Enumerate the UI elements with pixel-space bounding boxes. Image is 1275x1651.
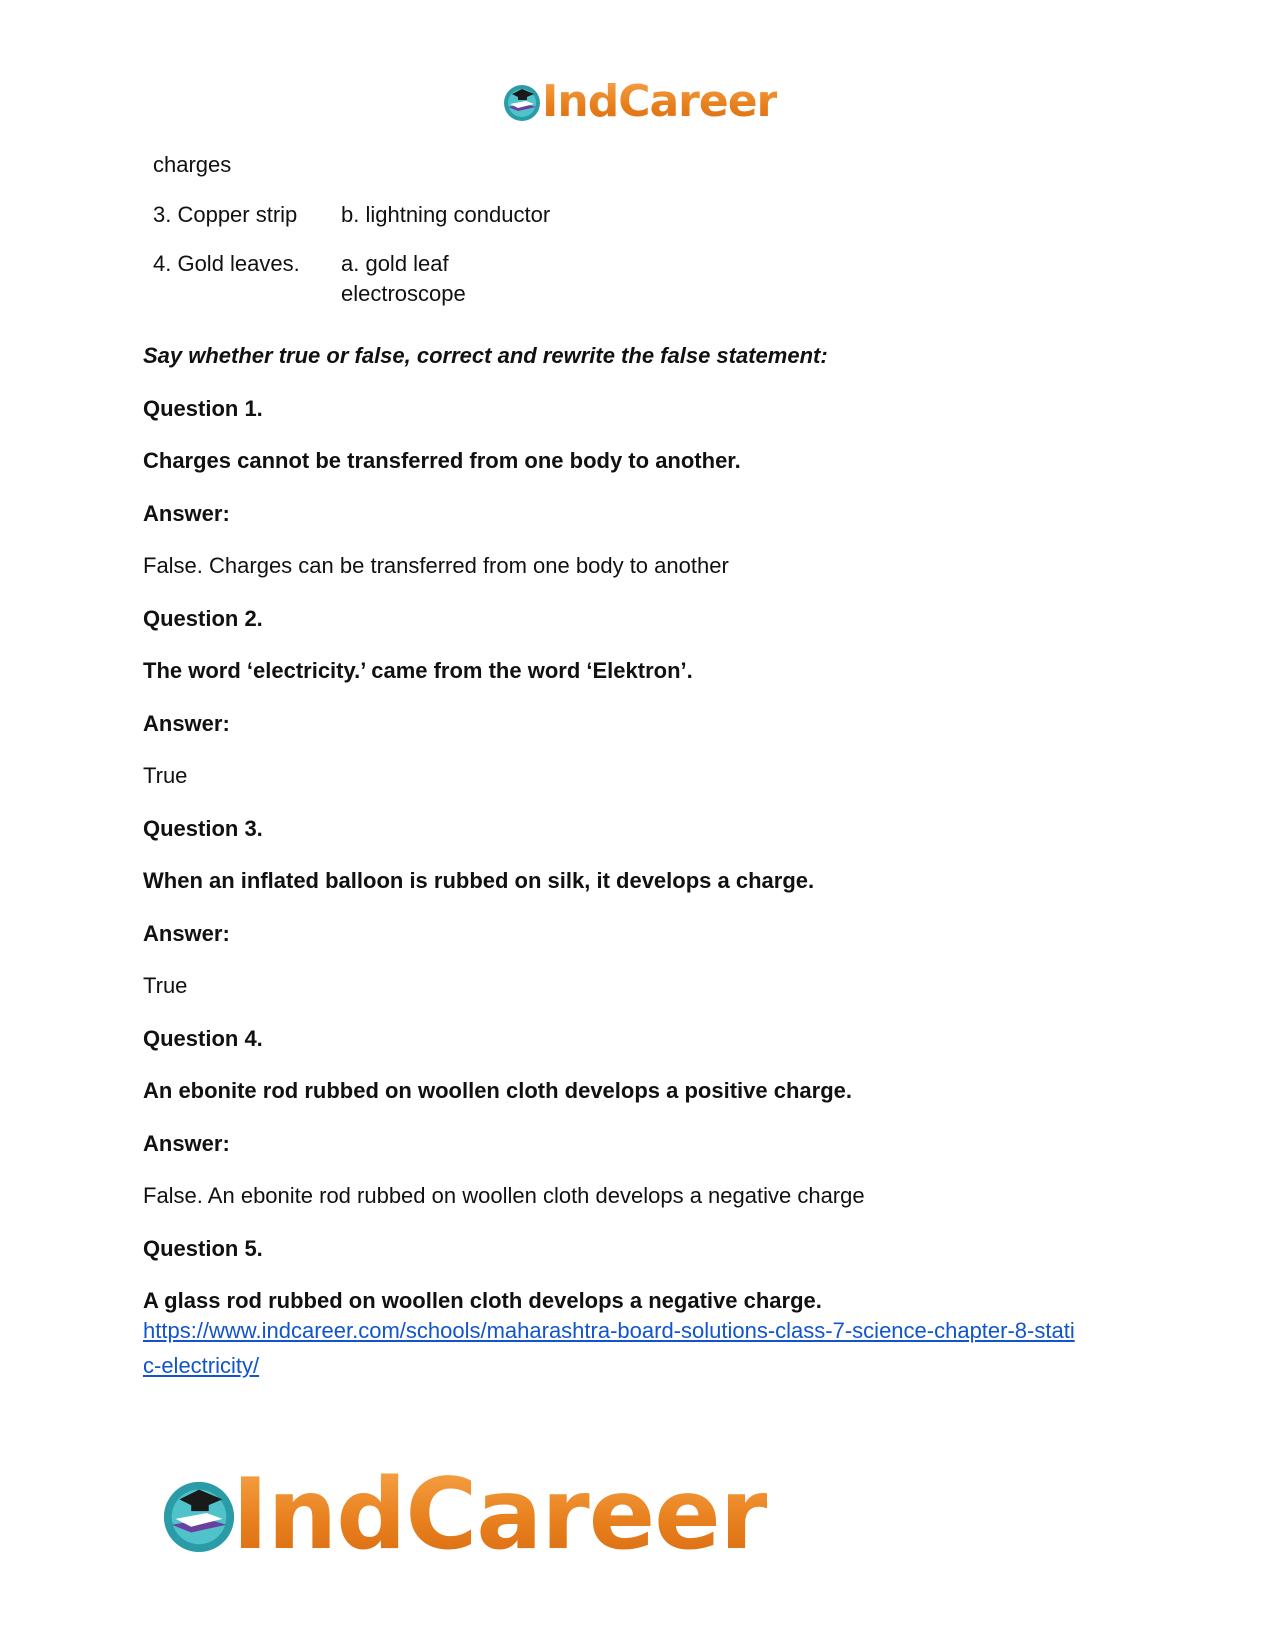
table-right-cell: electroscope: [341, 281, 466, 306]
table-right-cell: b. lightning conductor: [341, 202, 551, 227]
answer-label: Answer:: [143, 711, 230, 736]
answer-text: False. An ebonite rod rubbed on woollen cloth develops a negative charge: [143, 1183, 865, 1208]
brand-name: IndCareer: [542, 76, 778, 127]
question-statement: Charges cannot be transferred from one body to another.: [143, 448, 741, 473]
answer-label: Answer:: [143, 1131, 230, 1156]
table-left-cell: 3. Copper strip: [153, 202, 298, 227]
graduation-book-icon: [502, 82, 542, 122]
question-label: Question 5.: [143, 1236, 263, 1261]
question-statement: A glass rod rubbed on woollen cloth develops a negative charge.: [143, 1288, 822, 1313]
question-label: Question 3.: [143, 816, 263, 841]
brand-name: IndCareer: [232, 1458, 768, 1572]
source-link[interactable]: https://www.indcareer.com/schools/maharashtra-board-solutions-class-7-science-chapter-8-stati: [143, 1318, 1075, 1343]
answer-label: Answer:: [143, 501, 230, 526]
question-label: Question 4.: [143, 1026, 263, 1051]
question-statement: The word ‘electricity.’ came from the word ‘Elektron’.: [143, 658, 693, 683]
question-label: Question 1.: [143, 396, 263, 421]
table-right-cell: a. gold leaf: [341, 251, 449, 276]
header-logo: [502, 76, 777, 128]
table-carryover-cell: charges: [153, 152, 232, 177]
table-left-cell: 4. Gold leaves.: [153, 251, 300, 276]
answer-text: True: [143, 973, 188, 998]
question-statement: When an inflated balloon is rubbed on silk, it develops a charge.: [143, 868, 815, 893]
source-link-continued[interactable]: c-electricity/: [143, 1353, 260, 1378]
answer-text: True: [143, 763, 188, 788]
question-statement: An ebonite rod rubbed on woollen cloth develops a positive charge.: [143, 1078, 852, 1103]
footer-logo: [160, 1460, 767, 1570]
answer-text: False. Charges can be transferred from one body to another: [143, 553, 729, 578]
section-heading: Say whether true or false, correct and rewrite the false statement:: [143, 343, 828, 368]
graduation-book-icon: [160, 1476, 238, 1554]
answer-label: Answer:: [143, 921, 230, 946]
question-label: Question 2.: [143, 606, 263, 631]
